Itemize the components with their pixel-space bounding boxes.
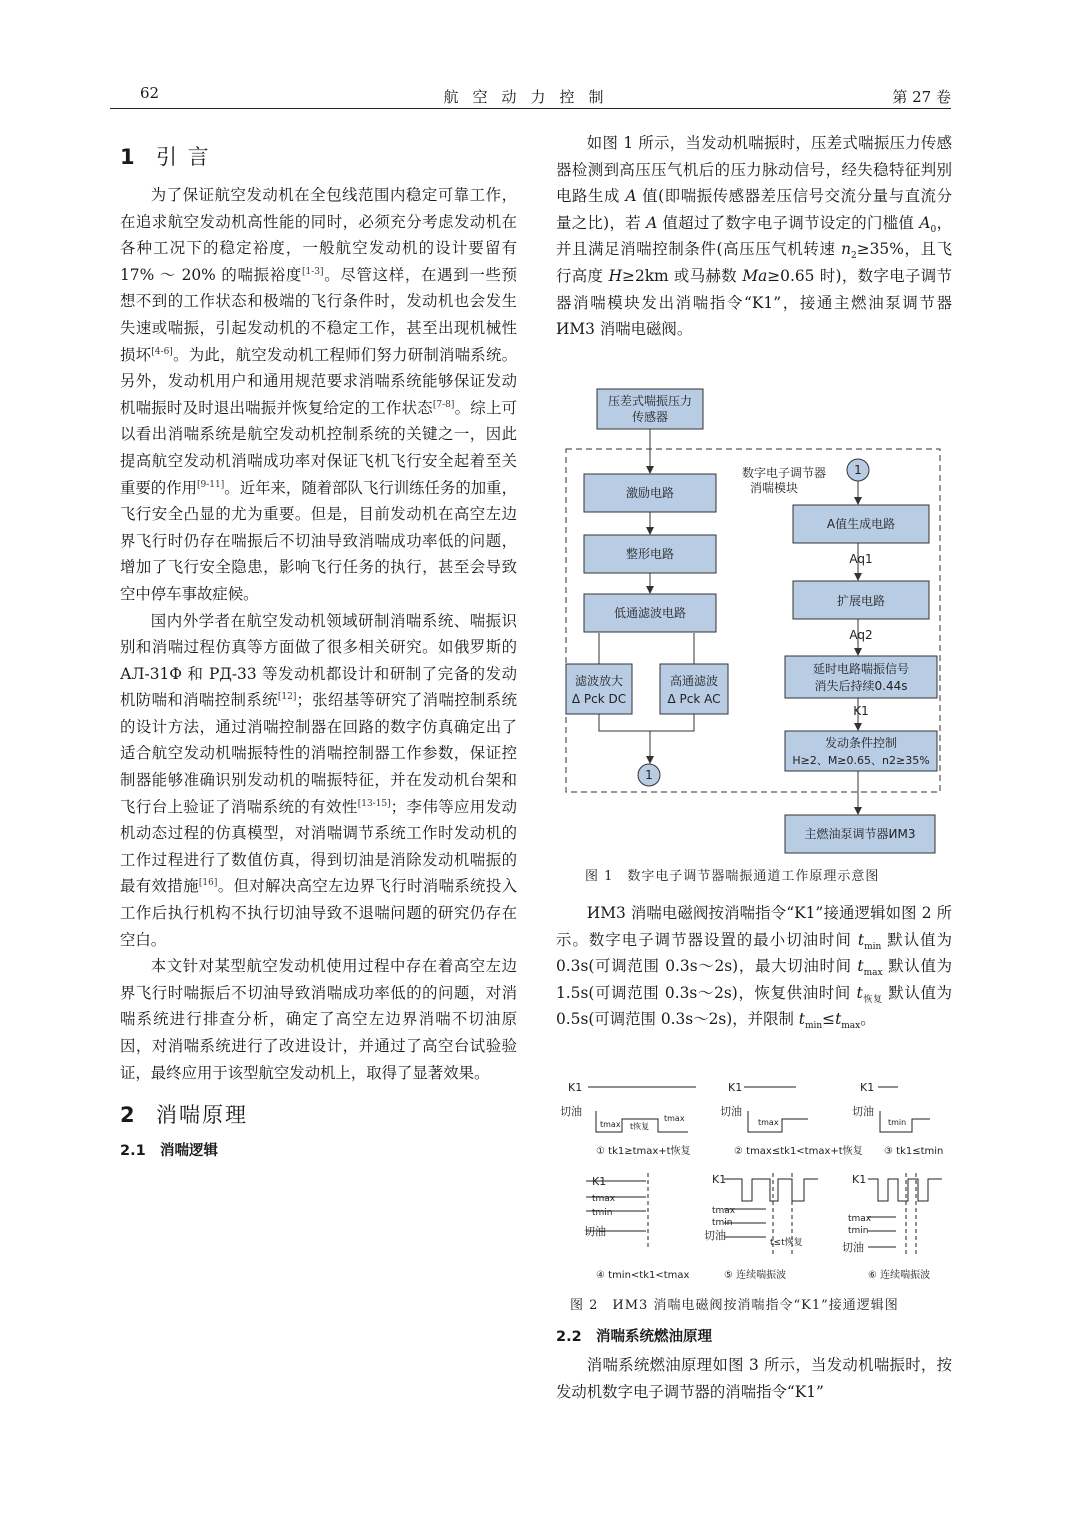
right-column-top [556,130,952,343]
citation: [12] [277,692,297,703]
intro-paragraph-1: 为了保证航空发动机在全包线范围内稳定可靠工作，在追求航空发动机高性能的同时，必须充分考虑发动机在各种工况下的稳定裕度，一般航空发动机的设计要留有 17% ～ 20% 的喘振裕度[1-3]。尽管这样，在遇到一些预想不到的工作状态和极端的飞行条件时，发动机也会发生失速或喘振，引起发动机的不稳定工作，甚至出现机械性损坏[4-6]。为此，航空发动机工程师们努力研制消喘系统。另外，发动机用户和通用规范要求消喘系统能够保证发动机喘振时及时退出喘振并恢复给定的工作状态[7-8]。综上可以看出消喘系统是航空发动机控制系统的关键之一，因此提高航空发动机消喘成功率对保证飞机飞行安全起着至关重要的作用[9-11]。近年来，随着部队飞行训练任务的加重，飞行安全凸显的尤为重要。但是，目前发动机在高空左边界飞行时仍存在喘振后不切油导致消喘成功率低的问题，增加了飞行安全隐患，影响飞行任务的执行，甚至会导致空中停车事故症候。 [120,186,517,603]
figure-1-block-diagram [556,385,956,860]
highpass-box [660,664,728,714]
tmin-label-6: tmin [848,1226,869,1236]
running-header [110,82,951,109]
cut-label-5: 切油 [704,1229,726,1242]
figure-1-caption: 图 1 数字电子调节器喘振通道工作原理示意图 [585,869,880,884]
tmin-label-3: tmin [888,1118,907,1127]
citation: [4-6] [151,346,173,357]
amp-label-2: Δ Pck DC [571,692,627,706]
expand-label: 扩展电路 [836,594,886,608]
right-column-bottom [556,1322,952,1405]
tmin-label-5: tmin [712,1218,733,1228]
module-label-1: 数字电子调节器 [741,466,827,480]
node-label-bottom: 1 [645,768,653,782]
figure-2-caption: 图 2 ИМ3 消喘电磁阀按消喘指令“K1”接通逻辑图 [570,1298,899,1313]
citation: [7-8] [432,399,455,410]
shape-label: 整形电路 [625,547,675,561]
k1-label-1: K1 [568,1081,583,1094]
node-label-top: 1 [854,463,862,477]
k1-label-6: K1 [852,1173,867,1186]
pump-label: 主燃油泵调节器ИМ3 [804,827,916,841]
k1-label-4: K1 [592,1175,607,1188]
tmax-label-1: tmax [600,1120,621,1129]
section-2-heading: 2 消喘原理 [120,1103,248,1128]
figure-2-timing-diagram [556,1075,956,1290]
highpass-label-1: 高通滤波 [669,674,719,688]
cut-label-6: 切油 [842,1241,864,1254]
aq1-label: Aq1 [849,552,873,566]
agen-label: A值生成电路 [826,517,896,531]
delay-label-2: 消失后持续0.44s [814,679,908,693]
citation: [16] [198,878,218,889]
highpass-label-2: Δ Pck AC [667,692,721,706]
k1-label-5: K1 [712,1173,727,1186]
intro-paragraph-2: 国内外学者在航空发动机领域研制消喘系统、喘振识别和消喘过程仿真等方面做了很多相关研究。如俄罗斯的 АЛ-31Ф 和 РД-33 等发动机都设计和研制了完备的发动机防喘和消喘控制系统[12]；张绍基等研究了消喘控制系统的设计方法，通过消喘控制器在回路的数字仿真确定出了适合航空发动机喘振特性的消喘控制器工作参数，保证控制器能够准确识别发动机的喘振特征，并在发动机台架和飞行台上验证了消喘系统的有效性[13-15]；李伟等应用发动机动态过程的仿真模型，对消喘调节系统工作时发动机的工作过程进行了数值仿真，得到切油是消除发动机喘振的最有效措施[16]。但对解决高空左边界飞行时消喘系统投入工作后执行机构不执行切油导致不退喘问题的研究仍存在空白。 [120,611,517,949]
case-3-label: ③ tk1≤tmin [884,1146,944,1157]
logic-paragraph-2: ИМ3 消喘电磁阀按消喘指令“K1”接通逻辑如图 2 所示。数字电子调节器设置的最小切油时间 $t_{min}$ 默认值为 0.3s(可调范围 0.3s～2s)，最大切油时间 $t_{max}$ 默认值为 1.5s(可调范围 0.3s～2s)，恢复供油时间 $t_{恢复}$ 默认值为 0.5s(可调范围 0.3s～2s)，并限制 $t_{min}\le t_{max}$。 [556,904,952,1032]
k1-label: K1 [853,704,869,718]
page-number: 62 [140,84,160,102]
excite-label: 激励电路 [625,486,675,500]
tcond-label: t≤t恢复 [770,1238,803,1248]
case-2-label: ② tmax≤tk1<tmax+t恢复 [734,1146,863,1157]
sensor-label-1: 压差式喘振压力 [607,394,693,408]
sensor-label-2: 传感器 [631,410,669,424]
cut-label-3: 切油 [852,1105,874,1118]
amp-box [566,664,632,714]
subsection-2-2-heading: 2.2 消喘系统燃油原理 [556,1329,712,1345]
lowpass-label: 低通滤波电路 [613,606,687,620]
journal-title: 航空动力控制 [443,88,618,106]
right-column-middle [556,900,952,1033]
aq2-label: Aq2 [849,628,873,642]
case-6-label: ⑥ 连续喘振波 [868,1270,931,1281]
case-4-label: ④ tmin<tk1<tmax [596,1270,690,1281]
fuel-paragraph: 消喘系统燃油原理如图 3 所示，当发动机喘振时，按发动机数字电子调节器的消喘指令“K1” [556,1356,952,1401]
tmax-label-4: tmax [592,1194,616,1204]
trec-label-1: t恢复 [630,1122,650,1131]
k1-label-2: K1 [728,1081,743,1094]
k1-label-3: K1 [860,1081,875,1094]
cond-label-1: 发动条件控制 [824,736,898,750]
citation: [13-15] [357,798,391,809]
amp-label-1: 滤波放大 [574,674,624,688]
case-1-label: ① tk1≥tmax+t恢复 [596,1146,691,1157]
module-label-2: 消喘模块 [749,481,799,495]
case-5-label: ⑤ 连续喘振波 [724,1270,787,1281]
volume-label: 第 27 卷 [892,88,951,106]
cut-label-2: 切油 [720,1105,742,1118]
subsection-2-1-heading: 2.1 消喘逻辑 [120,1143,218,1160]
delay-label-1: 延时电路喘振信号 [812,662,910,676]
left-column [120,140,517,1166]
tmax-label-6: tmax [848,1214,872,1224]
tmax-label-2: tmax [758,1118,779,1127]
intro-paragraph-3: 本文针对某型航空发动机使用过程中存在着高空左边界飞行时喘振后不切油导致消喘成功率低的的问题，对消喘系统进行排查分析，确定了高空左边界消喘不切油原因，对消喘系统进行了改进设计，并通过了高空台试验验证，最终应用于该型航空发动机上，取得了显著效果。 [120,957,517,1082]
tmax-label-5: tmax [712,1206,736,1216]
citation: [9-11] [197,479,225,490]
citation: [1-3] [302,266,324,277]
cut-label-4: 切油 [584,1225,606,1238]
logic-paragraph-1: 如图 1 所示，当发动机喘振时，压差式喘振压力传感器检测到高压压气机后的压力脉动信号，经失稳特征判别电路生成 A 值(即喘振传感器差压信号交流分量与直流分量之比)，若 A 值超过了数字电子调节设定的门槛值 $A_0$，并且满足消喘控制条件(高压压气机转速 $n_2\ge 35\%$，且飞行高度 H≥2km 或马赫数 Ma≥0.65 时)，数字电子调节器消喘模块发出消喘指令“K1”，接通主燃油泵调节器 ИМ3 消喘电磁阀。 [556,134,952,339]
tmax-label-1b: tmax [664,1114,685,1123]
cut-label-1: 切油 [560,1105,582,1118]
cond-label-2: H≥2、M≥0.65、n2≥35% [792,754,930,767]
section-1-heading: 1 引 言 [120,145,211,169]
tmin-label-4: tmin [592,1208,613,1218]
